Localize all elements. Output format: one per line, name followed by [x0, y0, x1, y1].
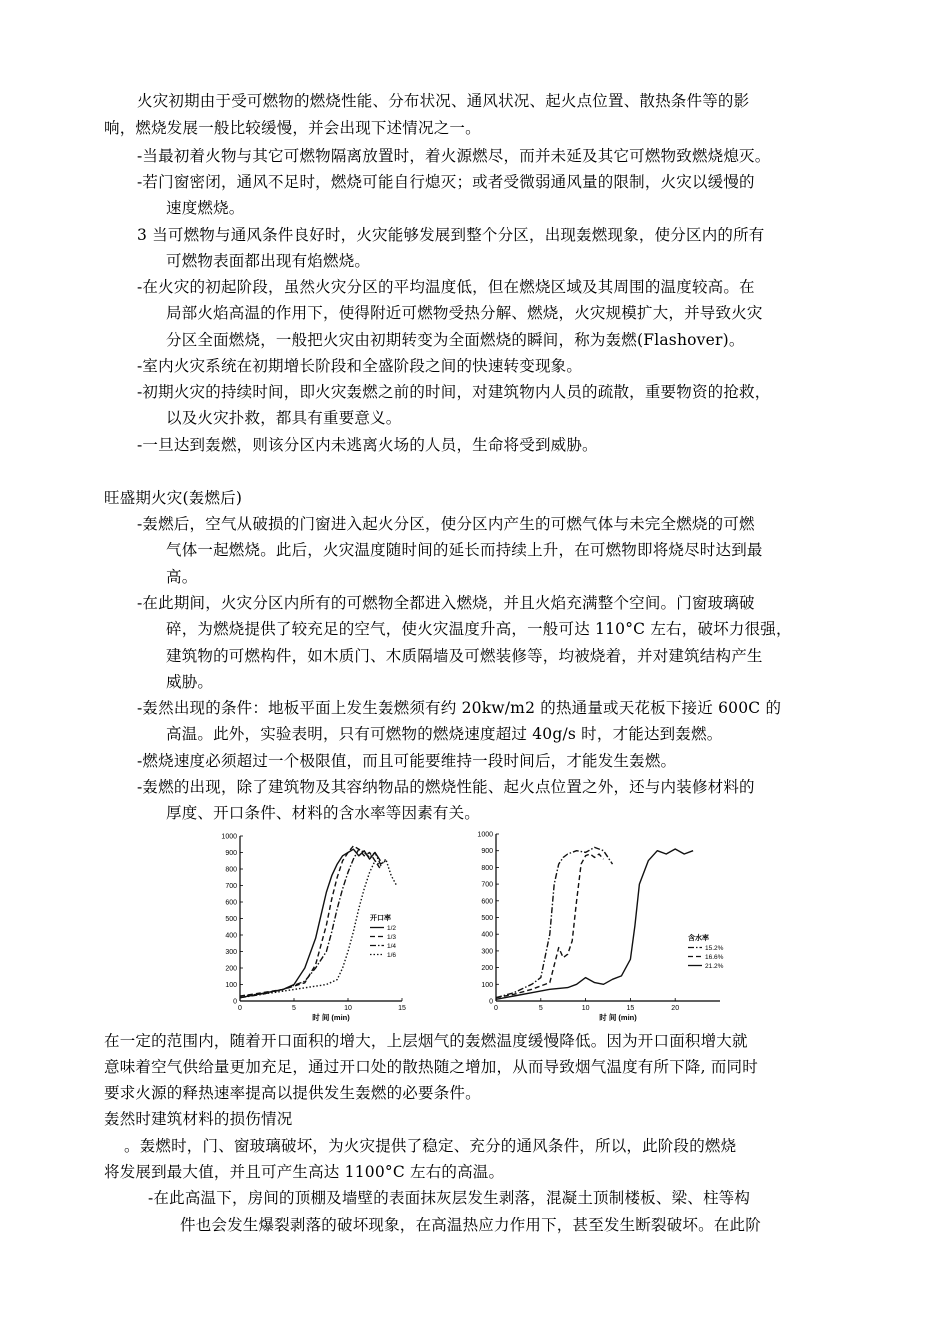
chart1-legend-label: 16.6% — [705, 954, 724, 961]
bullet-4-line2: 局部火焰高温的作用下，使得附近可燃物受热分解、燃烧，火灾规模扩大，并导致火灾 — [166, 304, 763, 322]
chart0-x-axis-label: 时 间 (min) — [312, 1013, 350, 1022]
chart1-legend-label: 15.2% — [705, 945, 724, 952]
chart0-y-tick-label: 100 — [225, 982, 237, 989]
chart-opening-ratio — [214, 828, 414, 1028]
d1-line3: 要求火源的释热速率提高以提供发生轰燃的必要条件。 — [104, 1084, 481, 1102]
chart0-y-tick-label: 1000 — [221, 833, 237, 841]
chart1-y-tick-label: 500 — [481, 915, 493, 922]
c3-line1: -轰然出现的条件：地板平面上发生轰燃须有约 20kw/m2 的热通量或天花板下接近 600C 的 — [137, 699, 782, 717]
c2-line1: -在此期间，火灾分区内所有的可燃物全都进入燃烧，并且火焰充满整个空间。门窗玻璃破 — [137, 594, 755, 612]
e1-line1: 。轰燃时，门、窗玻璃破坏，为火灾提供了稳定、充分的通风条件，所以，此阶段的燃烧 — [124, 1137, 737, 1155]
chart1-x-tick-label: 20 — [671, 1005, 680, 1012]
chart1-series-line — [496, 847, 613, 997]
d1-line2: 意味着空气供给量更加充足，通过开口处的散热随之增加，从而导致烟气温度有所下降, 而同时 — [104, 1058, 758, 1076]
chart0-y-tick-label: 700 — [225, 883, 237, 890]
bullet-7: -一旦达到轰燃，则该分区内未逃离火场的人员，生命将受到威胁。 — [137, 436, 598, 454]
chart0-x-tick-label: 5 — [292, 1005, 296, 1012]
chart1-series-line — [496, 849, 693, 999]
chart0-legend-label: 1/3 — [387, 934, 397, 941]
chart1-x-tick-label: 15 — [626, 1005, 635, 1012]
chart0-y-tick-label: 600 — [225, 899, 237, 907]
chart1-legend-label: 21.2% — [705, 963, 724, 970]
chart0-legend-label: 1/2 — [387, 925, 397, 932]
chart1-series-line — [496, 854, 604, 998]
chart1-y-tick-label: 300 — [481, 948, 493, 956]
chart0-x-tick-label: 0 — [238, 1005, 242, 1012]
chart1-x-axis-label: 时 间 (min) — [599, 1013, 637, 1022]
chart0-y-tick-label: 0 — [233, 998, 237, 1006]
c1-line1: -轰燃后，空气从破损的门窗进入起火分区，使分区内产生的可燃气体与未完全燃烧的可燃 — [137, 515, 755, 533]
chart0-x-tick-label: 10 — [344, 1005, 352, 1012]
bullet-3-line2: 可燃物表面都出现有焰燃烧。 — [166, 252, 371, 270]
c4: -燃烧速度必须超过一个极限值，而且可能要维持一段时间后，才能发生轰燃。 — [137, 752, 677, 770]
bullet-6-line2: 以及火灾扑救，都具有重要意义。 — [166, 409, 402, 427]
c2-line2: 碎，为燃烧提供了较充足的空气，使火灾温度升高，一般可达 110°C 左右，破坏力很强， — [166, 620, 792, 638]
chart1-x-tick-label: 5 — [538, 1005, 543, 1012]
bullet-2-line1: -若门窗密闭，通风不足时，燃烧可能自行熄灭；或者受微弱通风量的限制，火灾以缓慢的 — [137, 173, 755, 191]
bullet-3-line1: 3 当可燃物与通风条件良好时，火灾能够发展到整个分区，出现轰燃现象，使分区内的所有 — [137, 226, 765, 244]
chart0-y-tick-label: 500 — [225, 916, 237, 923]
c1-line2: 气体一起燃烧。此后，火灾温度随时间的延长而持续上升，在可燃物即将烧尽时达到最 — [166, 541, 763, 559]
p1-line2: 响，燃烧发展一般比较缓慢，并会出现下述情况之一。 — [104, 119, 481, 137]
e2-line2: 件也会发生爆裂剥落的破坏现象，在高温热应力作用下，甚至发生断裂破坏。在此阶 — [180, 1216, 761, 1234]
e2-line1: -在此高温下，房间的顶棚及墙壁的表面抹灰层发生剥落，混凝土顶制楼板、梁、柱等构 — [148, 1189, 751, 1207]
section-heading-fully-developed: 旺盛期火灾(轰燃后) — [104, 489, 243, 507]
bullet-4-line1: -在火灾的初起阶段，虽然火灾分区的平均温度低，但在燃烧区域及其周围的温度较高。在 — [137, 278, 755, 296]
bullet-6-line1: -初期火灾的持续时间，即火灾轰燃之前的时间，对建筑物内人员的疏散，重要物资的抢救， — [137, 383, 771, 401]
chart1-y-tick-label: 600 — [481, 898, 493, 906]
chart1-y-tick-label: 900 — [481, 848, 493, 856]
chart1-y-tick-label: 200 — [481, 965, 493, 973]
e1-line2: 将发展到最大值，并且可产生高达 1100°C 左右的高温。 — [104, 1163, 505, 1181]
chart0-y-tick-label: 900 — [225, 850, 237, 857]
chart1-x-tick-label: 10 — [581, 1005, 590, 1012]
chart1-y-tick-label: 400 — [481, 931, 493, 939]
chart0-x-tick-label: 15 — [398, 1005, 406, 1012]
bullet-2-line2: 速度燃烧。 — [166, 199, 245, 217]
chart1-y-tick-label: 100 — [481, 981, 493, 989]
chart0-y-tick-label: 200 — [225, 965, 237, 973]
chart0-legend-label: 1/4 — [387, 943, 397, 950]
chart0-legend-label: 1/6 — [387, 952, 397, 959]
chart0-y-tick-label: 800 — [225, 866, 237, 874]
p1-line1: 火灾初期由于受可燃物的燃烧性能、分布状况、通风状况、起火点位置、散热条件等的影 — [137, 92, 750, 110]
chart1-y-tick-label: 800 — [481, 864, 493, 872]
c3-line2: 高温。此外，实验表明，只有可燃物的燃烧速度超过 40g/s 时，才能达到轰燃。 — [166, 725, 723, 743]
d1-line1: 在一定的范围内，随着开口面积的增大，上层烟气的轰燃温度缓慢降低。因为开口面积增大就 — [104, 1032, 748, 1050]
bullet-4-line3: 分区全面燃烧，一般把火灾由初期转变为全面燃烧的瞬间，称为轰燃(Flashover)。 — [166, 331, 745, 349]
chart0-series-line — [240, 846, 380, 996]
chart1-y-tick-label: 700 — [481, 881, 493, 889]
chart1-x-tick-label: 0 — [494, 1005, 498, 1012]
section-heading-material-damage: 轰然时建筑材料的损伤情况 — [104, 1110, 293, 1128]
chart1-y-tick-label: 0 — [489, 998, 493, 1006]
chart0-y-tick-label: 300 — [225, 949, 237, 956]
c5-line1: -轰燃的出现，除了建筑物及其容纳物品的燃烧性能、起火点位置之外，还与内装修材料的 — [137, 778, 755, 796]
c2-line4: 威胁。 — [166, 673, 214, 691]
chart0-y-tick-label: 400 — [225, 932, 237, 940]
c2-line3: 建筑物的可燃构件，如木质门、木质隔墙及可燃装修等，均被烧着，并对建筑结构产生 — [166, 647, 763, 665]
c5-line2: 厚度、开口条件、材料的含水率等因素有关。 — [166, 804, 481, 822]
bullet-5: -室内火灾系统在初期增长阶段和全盛阶段之间的快速转变现象。 — [137, 357, 583, 375]
chart1-y-tick-label: 1000 — [477, 831, 493, 839]
chart1-legend-title: 含水率 — [688, 935, 709, 942]
chart0-series-line — [240, 849, 386, 998]
chart-moisture-content — [470, 828, 730, 1028]
bullet-1: -当最初着火物与其它可燃物隔离放置时，着火源燃尽，而并未延及其它可燃物致燃烧熄灭。 — [137, 147, 771, 165]
chart0-legend-title: 开口率 — [370, 915, 391, 922]
c1-line3: 高。 — [166, 568, 198, 586]
chart0-series-line — [240, 849, 380, 998]
